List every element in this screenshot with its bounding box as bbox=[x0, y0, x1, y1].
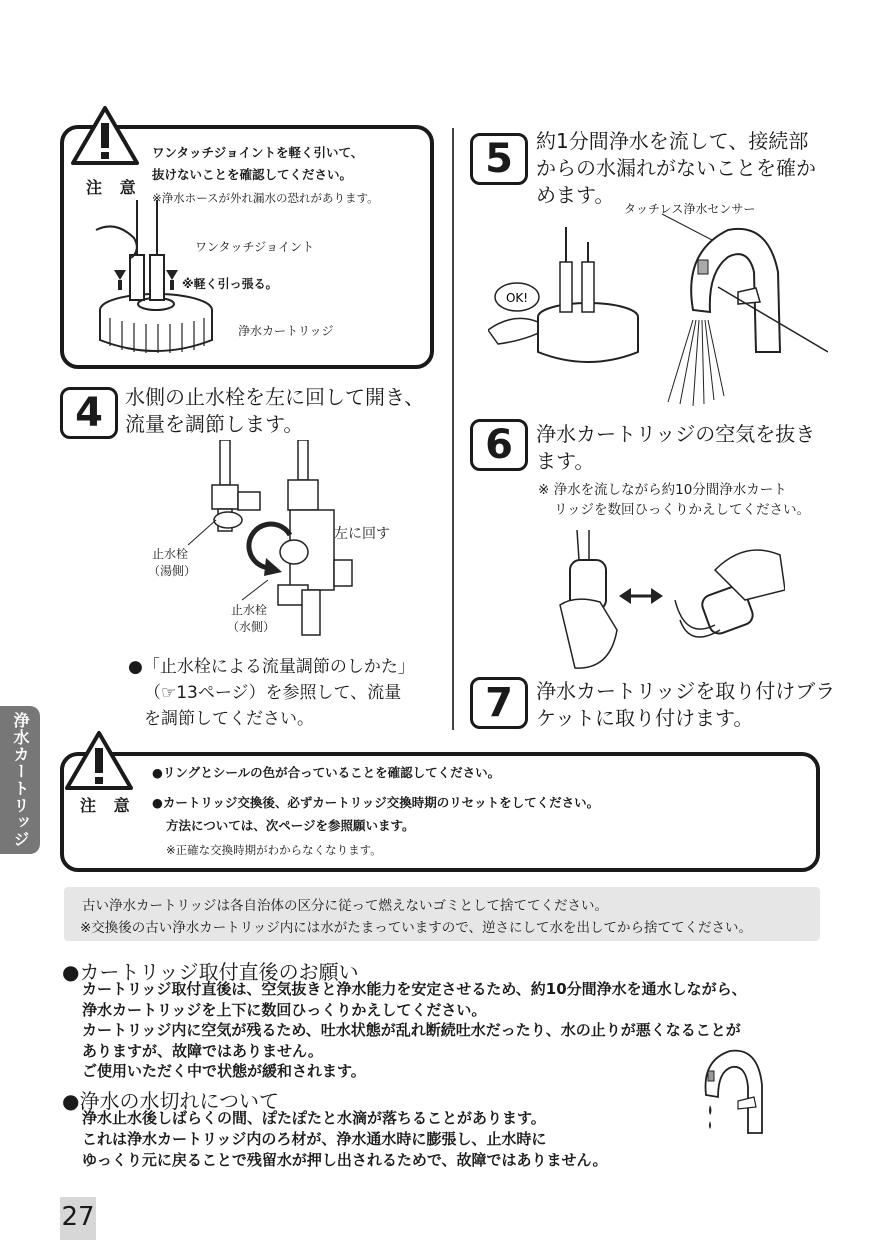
ok-bubble-text: OK! bbox=[505, 291, 529, 305]
step5-text: からの水漏れがないことを確か bbox=[536, 156, 816, 180]
section-heading: ●カートリッジ取付直後のお願い bbox=[62, 960, 359, 984]
leader-line-sensor bbox=[660, 212, 720, 242]
section-paragraph: 浄水止水後しばらくの間、ぽたぽたと水滴が落ちることがあります。 bbox=[82, 1109, 546, 1127]
label-rotate-left: 左に回す bbox=[334, 526, 390, 542]
step7-text: ケットに取り付けます。 bbox=[536, 706, 754, 730]
callout-cartridge: 浄水カートリッジ bbox=[238, 324, 334, 338]
caution-label: 注 意 bbox=[86, 178, 142, 197]
step-number-5: 5 bbox=[470, 133, 528, 185]
section-heading: ●浄水の水切れについて bbox=[62, 1089, 280, 1113]
step6-note: ※ 浄水を流しながら約10分間浄水カート bbox=[538, 482, 787, 498]
step-number-4: 4 bbox=[60, 387, 118, 439]
section-paragraph: カートリッジ内に空気が残るため、吐水状態が乱れ断続吐水だったり、水の止りが悪くなることが bbox=[82, 1021, 741, 1039]
step6-note: リッジを数回ひっくりかえしてください。 bbox=[554, 502, 810, 518]
section-paragraph: カートリッジ取付直後は、空気抜きと浄水能力を安定させるため、約10分間浄水を通水しながら、 bbox=[82, 980, 747, 998]
step-number-6: 6 bbox=[470, 419, 528, 471]
step4-text: 流量を調節します。 bbox=[125, 412, 304, 436]
label-hot-valve: 止水栓 bbox=[152, 547, 189, 561]
disposal-text: 古い浄水カートリッジは各自治体の区分に従って燃えないゴミとして捨ててください。 bbox=[82, 898, 608, 914]
step4-bullet: を調節してください。 bbox=[144, 709, 314, 729]
caution-label: 注 意 bbox=[80, 796, 136, 815]
warning-icon bbox=[70, 105, 140, 167]
caution-text: 抜けないことを確認してください。 bbox=[152, 167, 353, 182]
leader-lines bbox=[180, 510, 280, 610]
faucet-cartridge-illustration bbox=[488, 212, 828, 412]
step6-text: 浄水カートリッジの空気を抜き bbox=[536, 422, 816, 446]
label-sensor: タッチレス浄水センサー bbox=[624, 202, 756, 216]
caution-text: ●カートリッジ交換後、必ずカートリッジ交換時期のリセットをしてください。 bbox=[152, 795, 600, 810]
caution-note: ※正確な交換時期がわからなくなります。 bbox=[166, 843, 382, 857]
page-number: 27 bbox=[60, 1197, 96, 1240]
callout-pull: ※軽く引っ張る。 bbox=[182, 277, 278, 291]
section-side-tab: 浄水カートリッジ bbox=[0, 706, 40, 854]
step4-text: 水側の止水栓を左に回して開き、 bbox=[125, 385, 425, 409]
step-number-7: 7 bbox=[470, 677, 528, 729]
caution-text: ●リングとシールの色が合っていることを確認してください。 bbox=[152, 765, 501, 780]
section-paragraph: ありますが、故障ではありません。 bbox=[82, 1042, 323, 1060]
step6-text: ます。 bbox=[536, 449, 595, 473]
caution-note: ※浄水ホースが外れ漏水の恐れがあります。 bbox=[152, 191, 379, 205]
step7-text: 浄水カートリッジを取り付けブラ bbox=[536, 679, 836, 703]
step5-text: めます。 bbox=[536, 183, 615, 207]
dripping-faucet-illustration bbox=[700, 1045, 772, 1137]
caution-text: ワンタッチジョイントを軽く引いて、 bbox=[152, 145, 364, 160]
step4-bullet: （☞13ページ）を参照して、流量 bbox=[144, 683, 402, 703]
label-cold-valve: （水側） bbox=[227, 620, 276, 634]
section-paragraph: ゆっくり元に戻ることで残留水が押し出されるためで、故障ではありません。 bbox=[82, 1151, 608, 1169]
label-cold-valve: 止水栓 bbox=[231, 603, 268, 617]
column-divider bbox=[452, 128, 454, 730]
section-paragraph: これは浄水カートリッジ内のろ材が、浄水通水時に膨張し、止水時に bbox=[82, 1130, 547, 1148]
step5-text: 約1分間浄水を流して、接続部 bbox=[536, 129, 809, 153]
disposal-note-bar bbox=[64, 887, 820, 941]
section-paragraph: 浄水カートリッジを上下に数回ひっくりかえしてください。 bbox=[82, 1001, 487, 1019]
disposal-text: ※交換後の古い浄水カートリッジ内には水がたまっていますので、逆さにして水を出してから捨ててください。 bbox=[80, 920, 752, 936]
warning-icon bbox=[64, 730, 134, 792]
step4-bullet: ●「止水栓による流量調節のしかた」 bbox=[128, 657, 415, 677]
label-hot-valve: （湯側） bbox=[148, 564, 197, 578]
flip-cartridge-illustration bbox=[555, 530, 785, 670]
callout-joint: ワンタッチジョイント bbox=[195, 240, 315, 254]
section-paragraph: ご使用いただく中で状態が緩和されます。 bbox=[82, 1062, 366, 1080]
caution-text: 方法については、次ページを参照願います。 bbox=[166, 818, 415, 833]
